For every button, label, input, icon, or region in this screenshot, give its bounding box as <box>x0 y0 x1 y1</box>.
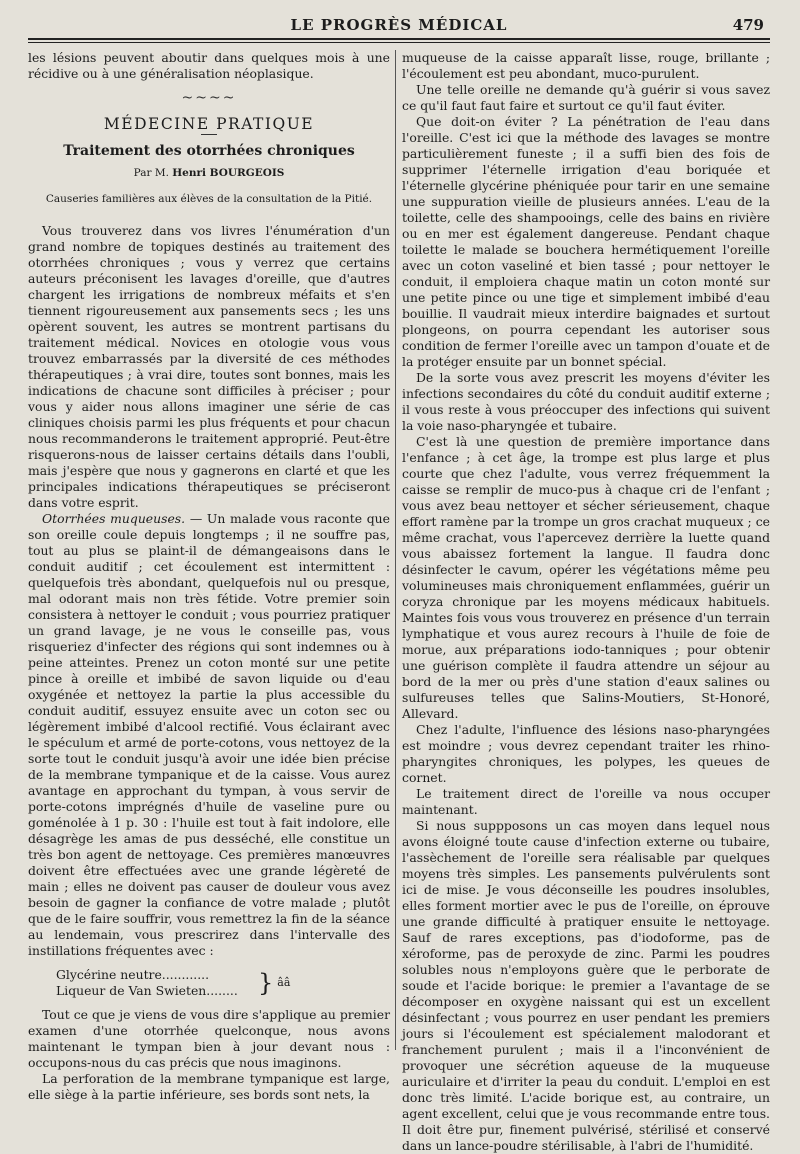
prescription-item: Glycérine neutre............ <box>56 967 210 982</box>
paragraph: La perforation de la membrane tympanique est large, elle siège à la partie inférieure, ses bords sont nets, la <box>28 1071 390 1102</box>
paragraph: De la sorte vous avez prescrit les moyens d'éviter les infections secondaires du côté du conduit auditif externe ; il vous reste à vous préoccuper des infections qui suivent la voie naso-pharyngée et tubaire. <box>402 370 770 433</box>
byline <box>28 165 390 181</box>
running-header <box>28 12 770 40</box>
byline-author: Henri BOURGEOIS <box>172 167 285 179</box>
paragraph: C'est là une question de première importance dans l'enfance ; à cet âge, la trompe est plus large et plus courte que chez l'adulte, vous verrez fréquemment la caisse se remplir de muco-pus à chaque cri de l'enfant ; vous avez beau nettoyer et sécher sérieusement, chaque effort ramène par la trompe un gros crachat muqueux ; ce même crachat, vous l'apercevez derrière la luette quand vous abaissez fortement la langue. Il faudra donc désinfecter le cavum, opérer les végétations même peu volumineuses mais chroniquement enflammées, guérir un coryza chronique par les moyens médicaux habituels. Maintes fois vous vous trouverez en présence d'un terrain lymphatique et vous aurez recours à l'huile de foie de morue, aux préparations iodo-tanniques ; pour obtenir une guérison complète il faudra attendre un séjour au bord de la mer ou près d'une station d'eaux salines ou sulfureuses telles que Salins-Moutiers, St-Honoré, Allevard. <box>402 434 770 721</box>
header-rule-thin <box>28 42 770 43</box>
right-column <box>402 50 770 1153</box>
paragraph: Une telle oreille ne demande qu'à guérir si vous savez ce qu'il faut faut faire et surtout ce qu'il faut éviter. <box>402 82 770 113</box>
header-rule-thick <box>28 38 770 40</box>
article-subtitle: Causeries familières aux élèves de la consultation de la Pitié. <box>45 193 373 205</box>
prescription-items <box>56 967 256 999</box>
paragraph <box>28 511 390 959</box>
paragraph: Chez l'adulte, l'influence des lésions naso-pharyngées est moindre ; vous devrez cependant traiter les rhino-pharyngites chroniques, les polypes, les queues de cornet. <box>402 722 770 785</box>
prescription-quantity: ââ <box>277 976 291 989</box>
paragraph: Si nous suppposons un cas moyen dans lequel nous avons éloigné toute cause d'infection externe ou tubaire, l'assèchement de l'oreille sera réalisable par quelques moyens très simples. Les pansements pulvérulents sont ici de mise. Je vous déconseille les poudres insolubles, elles forment mortier avec le pus de l'oreille, on éprouve une grande difficulté à pratiquer ensuite le nettoyage. Sauf de rares exceptions, pas d'iodoforme, pas de xéroforme, pas de peroxyde de zinc. Parmi les poudres solubles nous n'employons guère que le perborate de soude et l'acide borique: le premier a l'avantage de se décomposer en oxygène naissant qui est un excellent désinfectant ; vous pourrez en user pendant les premiers jours si l'écoulement est spécialement malodorant et franchement purulent ; mais il a l'inconvénient de provoquer une sécrétion aqueuse de la muqueuse auriculaire et d'irriter la peau du conduit. L'emploi en est donc très limité. L'acide borique est, au contraire, un agent excellent, celui que je vous recommande entre tous. Il doit être pur, finement pulvérisé, stérilisé et conservé dans un lance-poudre stérilisable, à l'abri de l'humidité. <box>402 818 770 1153</box>
brace-glyph: } <box>258 969 274 997</box>
paragraph: Tout ce que je viens de vous dire s'applique au premier examen d'une otorrhée quelconque, nous avons maintenant le tympan bien à jour devant nous : occupons-nous du cas précis que nous imaginons. <box>28 1007 390 1070</box>
intro-paragraph: les lésions peuvent aboutir dans quelques mois à une récidive ou à une généralisation néoplasique. <box>28 50 390 81</box>
left-column <box>28 50 390 1102</box>
prescription-item: Liqueur de Van Swieten........ <box>56 983 238 998</box>
article-title: Traitement des otorrhées chroniques <box>63 143 355 159</box>
ornament-divider: ~~~~ <box>181 90 237 106</box>
subheading: Otorrhées muqueuses. <box>42 511 186 526</box>
section-title: MÉDECINE PRATIQUE <box>103 115 315 133</box>
paragraph: Que doit-on éviter ? La pénétration de l'eau dans l'oreille. C'est ici que la méthode des lavages se montre particulièrement funeste ; il a suffi bien des fois de supprimer l'éternelle irrigation d'eau boriquée et l'éternelle glycérine phéniquée pour tarir en une semaine une suppuration vieille de plusieurs années. L'eau de la toilette, celle des shampooings, celle des bains en rivière ou en mer est également dangereuse. Pendant chaque toilette le malade se bouchera hermétiquement l'oreille avec un coton vaseliné et bien tassé ; pour nettoyer le conduit, il emploiera chaque matin un coton monté sur une petite pince ou une tige et simplement imbibé d'eau bouillie. Il vaudrait mieux interdire baignades et surtout plongeons, on pourra cependant les autoriser sous condition de fermer l'oreille avec un tampon d'ouate et de la protéger ensuite par un bonnet spécial. <box>402 114 770 369</box>
paragraph: muqueuse de la caisse apparaît lisse, rouge, brillante ; l'écoulement est peu abondant, muco-purulent. <box>402 50 770 81</box>
journal-title: LE PROGRÈS MÉDICAL <box>290 16 508 34</box>
byline-prefix: Par M. <box>133 167 169 179</box>
prescription <box>56 967 390 999</box>
short-rule <box>201 134 217 135</box>
page-number: 479 <box>732 16 764 34</box>
prescription-row <box>56 967 390 999</box>
column-divider <box>395 50 396 1050</box>
paragraph-text: — Un malade vous raconte que son oreille coule depuis longtemps ; il ne souffre pas, tout au plus se plaint-il de démangeaisons dans le conduit auditif ; cet écoulement est intermittent : quelquefois très abondant, quelquefois nul ou presque, mal odorant mais non très fétide. Votre premier soin consistera à nettoyer le conduit ; vous pourriez pratiquer un grand lavage, je ne vous le conseille pas, vous risqueriez d'infecter des régions qui sont indemnes ou à peine atteintes. Prenez un coton monté sur une petite pince à oreille et imbibé de savon liquide ou d'eau oxygénée et nettoyez la partie la plus accessible du conduit auditif, essuyez ensuite avec un coton sec ou légèrement imbibé d'alcool rectifié. Vous éclairant avec le spéculum et armé de porte-cotons, vous nettoyez de la sorte tout le conduit jusqu'à avoir une idée bien précise de la membrane tympanique et de la caisse. Vous aurez avantage en approchant du tympan, à vous servir de porte-cotons imprégnés d'huile de vaseline pure ou goménolée à 1 p. 30 : l'huile est tout à fait indolore, elle désagrège les amas de pus desséché, elle constitue un très bon agent de nettoyage. Ces premières manœuvres doivent être effectuées avec une grande légèreté de main ; elles ne doivent pas causer de douleur vous avez besoin de gagner la confiance de votre malade ; plutôt que de le faire souffrir, vous remettrez la fin de la séance au lendemain, vous prescrirez dans l'intervalle des instillations fréquentes avec : <box>28 511 390 958</box>
paragraph: Le traitement direct de l'oreille va nous occuper maintenant. <box>402 786 770 817</box>
paragraph: Vous trouverez dans vos livres l'énumération d'un grand nombre de topiques destinés au traitement des otorrhées chroniques ; vous y verrez que certains auteurs préconisent les lavages d'oreille, que d'autres chargent les irrigations de nombreux méfaits et s'en tiennent rigoureusement aux pansements secs ; les uns opèrent souvent, les autres se montrent partisans du traitement médical. Novices en otologie vous vous trouvez embarrassés par la diversité de ces méthodes thérapeutiques ; à vrai dire, toutes sont bonnes, mais les indications de chacune sont difficiles à préciser ; pour vous y aider nous allons imaginer une série de cas cliniques choisis parmi les plus fréquents et pour chacun nous recommanderons le traitement approprié. Peut-être risquerons-nous de laisser certains détails dans l'oubli, mais j'espère que nous y gagnerons en clarté et que les principales indications thérapeutiques se préciseront dans votre esprit. <box>28 223 390 510</box>
